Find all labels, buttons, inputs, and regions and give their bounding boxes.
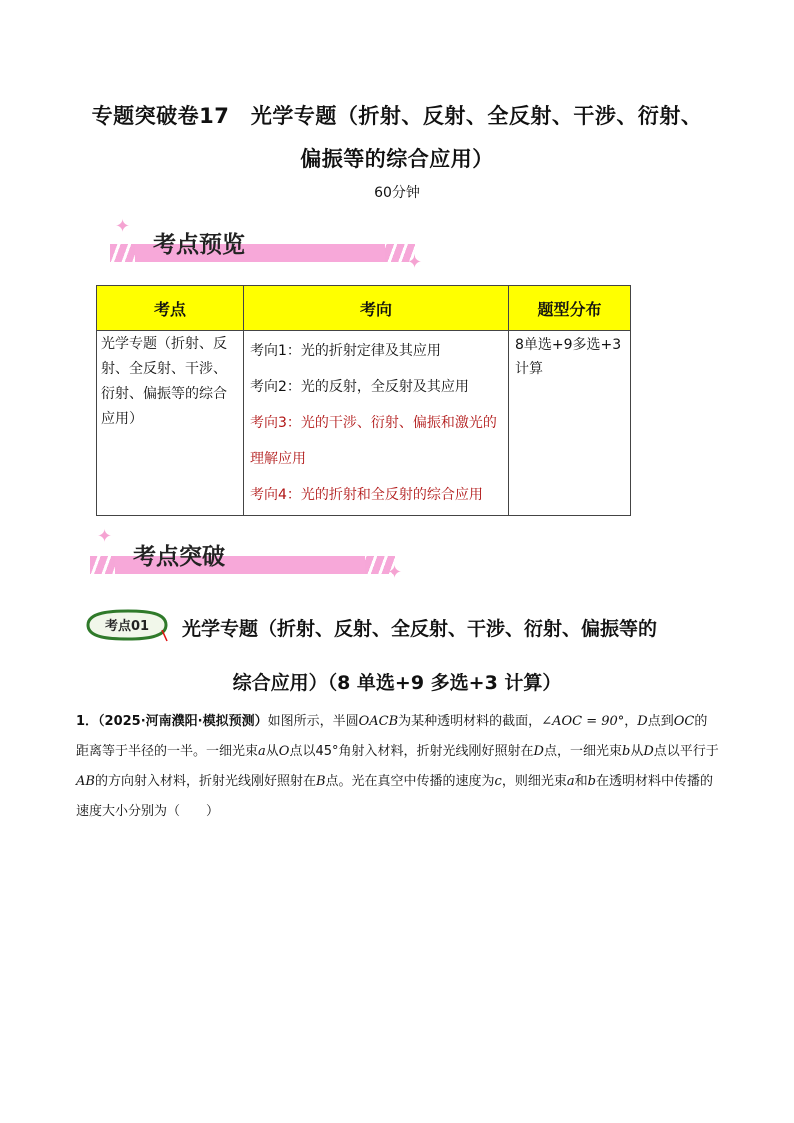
question-text: 为某种透明材料的截面， [398,714,542,729]
table-row [97,331,631,516]
math-var: O [278,744,290,759]
question-text: 点到 [647,714,674,729]
exam-duration: 60分钟 [374,185,420,201]
math-var: c [494,774,502,789]
direction-item: 考向4：光的折射和全反射的综合应用 [250,487,483,503]
question-text: 点以 [289,744,316,759]
question-text: 点，一细光束 [543,744,622,759]
question-number: 1． [76,714,99,729]
math-var: OACB [358,714,399,729]
math-var: b [587,774,596,789]
direction-item: 考向1：光的折射定律及其应用 [250,343,441,359]
kaodian-badge [82,608,170,642]
sparkle-icon: ✦ [97,526,113,547]
question-text: 从 [265,744,279,759]
math-var: D [643,744,654,759]
question-text: 的方向射入材料，折射光线刚好照射在 [94,774,316,789]
question-text: 点以平行于 [653,744,719,759]
question-text: 的距离等于半径的一半。一细光束 [76,714,708,759]
sparkle-icon: ✦ [115,216,131,237]
page-title-line-2: 偏振等的综合应用） [300,147,494,171]
math-var: AB [76,774,95,789]
column-header: 题型分布 [509,286,631,331]
badge-label: 考点01 [104,619,150,634]
math-var: a [258,744,266,759]
question-1 [76,707,720,827]
column-header: 考向 [244,286,509,331]
question-text: ，则细光束 [501,774,567,789]
math-var: D [533,744,544,759]
direction-item: 考向2：光的反射，全反射及其应用 [250,379,469,395]
overview-banner [95,216,423,276]
question-text: 角射入材料，折射光线刚好照射在 [338,744,534,759]
question-text: 从 [630,744,644,759]
math-var: a [566,774,575,789]
page-title-line-1: 专题突破卷17 光学专题（折射、反射、全反射、干涉、衍射、 [91,104,703,128]
math-var: B [315,774,326,789]
sparkle-icon: ✦ [387,562,403,583]
section-title-line-1: 光学专题（折射、反射、全反射、干涉、衍射、偏振等的 [182,618,658,640]
column-header: 考点 [97,286,244,331]
question-source: （2025·河南濮阳·模拟预测） [98,714,268,729]
math-expr: 45° [315,744,339,759]
sparkle-icon: ✦ [407,252,423,273]
distribution-cell: 8单选+9多选+3计算 [509,331,631,516]
question-text: ， [624,714,638,729]
math-var: D [637,714,648,729]
question-text: 如图所示，半圆 [267,714,359,729]
breakthrough-banner [95,528,415,588]
overview-banner-label: 考点预览 [153,232,245,258]
question-text: 和 [574,774,588,789]
section-title-line-2: 综合应用）（8 单选+9 多选+3 计算） [232,672,562,694]
breakthrough-banner-label: 考点突破 [133,544,225,570]
question-text: 点。光在真空中传播的速度为 [325,774,495,789]
overview-table [96,285,631,516]
directions-cell [244,331,509,516]
math-expr: ∠AOC = 90° [541,714,625,729]
direction-item: 考向3：光的干涉、衍射、偏振和激光的理解应用 [250,415,497,467]
question-text: 在透明材料中传播的速度大小分别为（ ） [76,774,713,819]
topic-cell: 光学专题（折射、反射、全反射、干涉、衍射、偏振等的综合应用） [97,331,244,516]
math-var: b [622,744,631,759]
table-header-row [97,286,631,331]
math-var: OC [673,714,695,729]
